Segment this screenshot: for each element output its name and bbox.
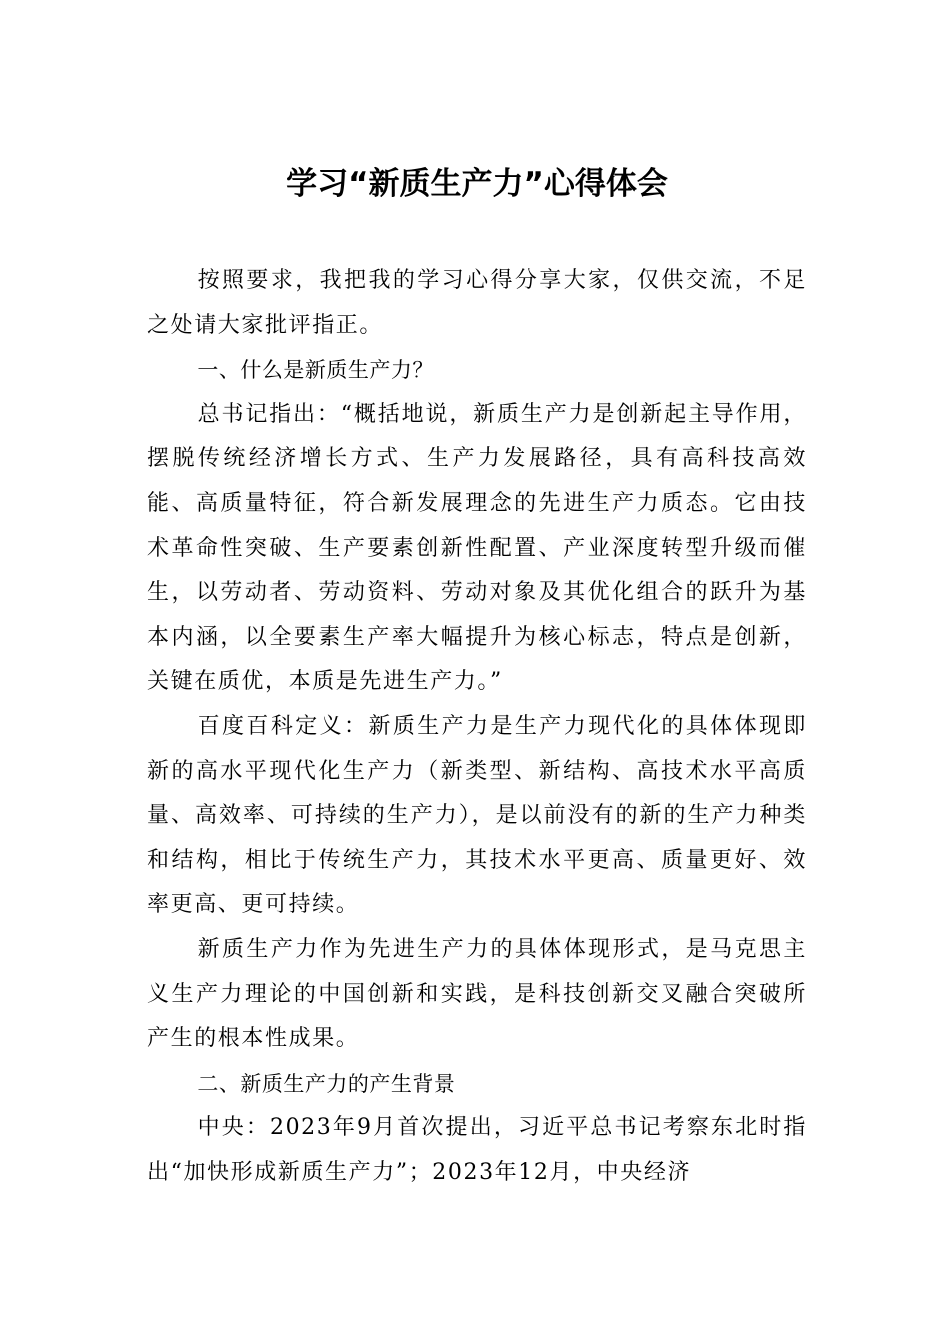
intro-paragraph: 按照要求，我把我的学习心得分享大家，仅供交流，不足之处请大家批评指正。 bbox=[147, 268, 807, 338]
document-body bbox=[147, 259, 807, 1195]
section-2-heading: 二、新质生产力的产生背景 bbox=[197, 1071, 456, 1096]
section-1-paragraph-1: 总书记指出：“概括地说，新质生产力是创新起主导作用，摆脱传统经济增长方式、生产力发展路径，具有高科技高效能、高质量特征，符合新发展理念的先进生产力质态。它由技术革命性突破、生产要素创新性配置、产业深度转型升级而催生，以劳动者、劳动资料、劳动对象及其优化组合的跃升为基本内涵，以全要素生产率大幅提升为核心标志，特点是创新，关键在质优，本质是先进生产力。” bbox=[147, 401, 807, 695]
section-1-paragraph-2: 百度百科定义：新质生产力是生产力现代化的具体体现即新的高水平现代化生产力（新类型、新结构、高技术水平高质量、高效率、可持续的生产力），是以前没有的新的生产力种类和结构，相比于传统生产力，其技术水平更高、质量更好、效率更高、更可持续。 bbox=[147, 713, 807, 918]
section-2-paragraph-1: 中央：2023年9月首次提出，习近平总书记考察东北时指出“加快形成新质生产力”；2023年12月，中央经济 bbox=[147, 1115, 807, 1185]
section-1-heading: 一、什么是新质生产力？ bbox=[197, 358, 434, 383]
section-1-paragraph-3: 新质生产力作为先进生产力的具体体现形式，是马克思主义生产力理论的中国创新和实践，是科技创新交叉融合突破所产生的根本性成果。 bbox=[147, 936, 807, 1052]
document-title: 学习“新质生产力”心得体会 bbox=[286, 166, 668, 202]
